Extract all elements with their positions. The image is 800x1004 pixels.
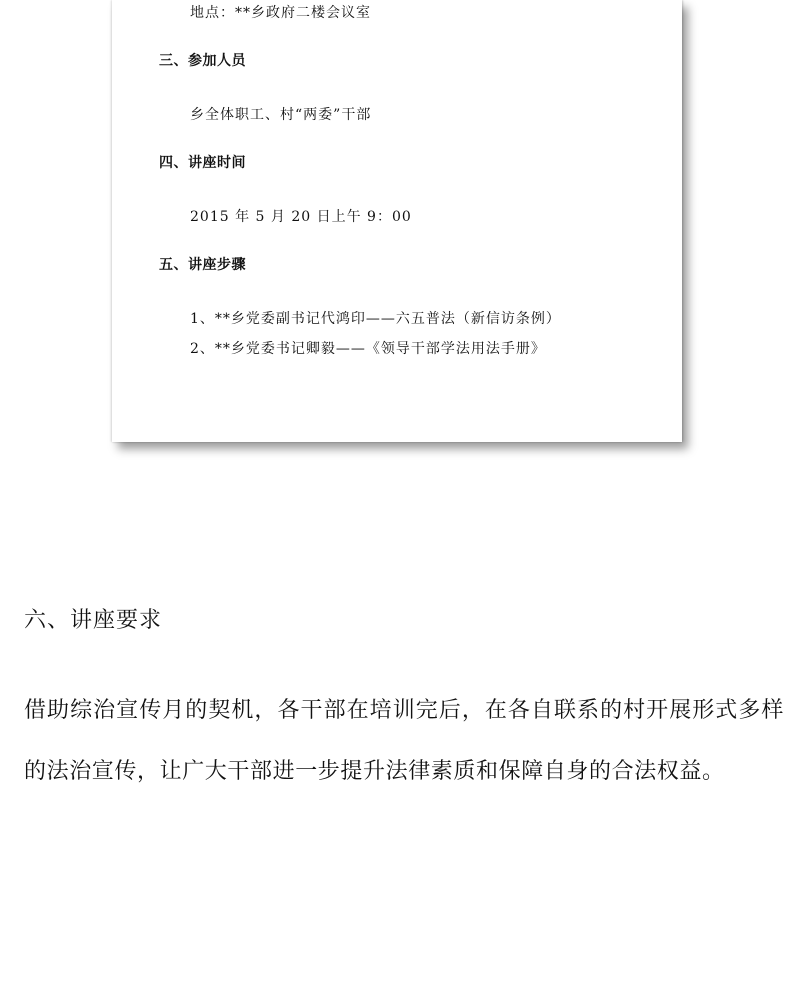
section-5-heading: 五、讲座步骤 — [159, 257, 246, 273]
section-3-heading: 三、参加人员 — [159, 53, 246, 69]
lecture-time-text: 2015 年 5 月 20 日上午 9：00 — [190, 209, 412, 225]
location-line: 地点：**乡政府二楼会议室 — [190, 5, 371, 21]
requirements-paragraph: 借助综治宣传月的契机，各干部在培训完后，在各自联系的村开展形式多样的法治宣传，让广大干部进一步提升法律素质和保障自身的合法权益。 — [24, 698, 784, 784]
step-item-1: 1、**乡党委副书记代鸿印——六五普法（新信访条例） — [190, 311, 561, 327]
section-6-heading: 六、讲座要求 — [24, 608, 163, 633]
step-item-2: 2、**乡党委书记卿毅——《领导干部学法用法手册》 — [190, 341, 546, 357]
document-page-preview — [112, 0, 682, 442]
attendees-text: 乡全体职工、村“两委”干部 — [190, 107, 372, 123]
section-4-heading: 四、讲座时间 — [159, 155, 246, 171]
